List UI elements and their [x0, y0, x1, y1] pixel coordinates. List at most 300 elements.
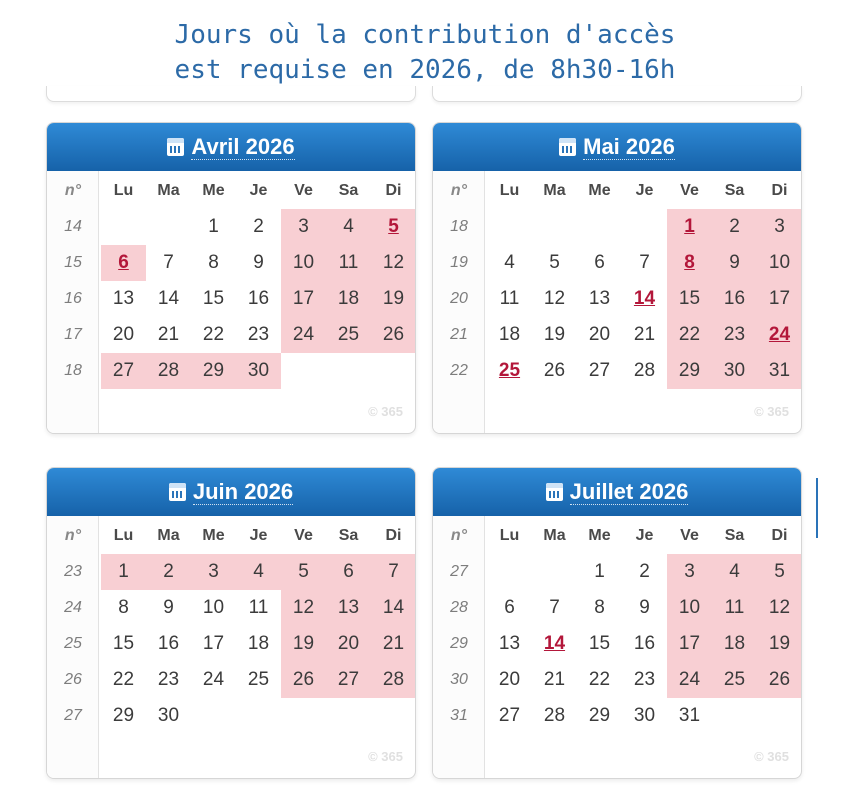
day-cell[interactable] [667, 317, 712, 353]
holiday-link[interactable]: 24 [768, 324, 791, 345]
week-number: 25 [64, 635, 82, 652]
day-number: 16 [633, 633, 656, 654]
week-number: 19 [450, 254, 468, 271]
week-number: 28 [450, 599, 468, 616]
day-number: 7 [639, 252, 650, 273]
previous-month-card-right [432, 86, 802, 102]
day-number: 9 [253, 252, 264, 273]
weekday-label: Di [385, 182, 402, 199]
day-cell[interactable] [371, 662, 416, 698]
day-cell[interactable] [577, 626, 622, 662]
weekday-label: Je [635, 527, 654, 544]
day-cell[interactable] [487, 662, 532, 698]
week-row [433, 662, 802, 698]
holiday-link[interactable]: 14 [633, 288, 656, 309]
day-cell[interactable] [532, 317, 577, 353]
week-row [47, 626, 416, 662]
day-cell[interactable] [532, 281, 577, 317]
day-number: 20 [588, 324, 611, 345]
day-number: 21 [633, 324, 656, 345]
day-number: 30 [157, 705, 180, 726]
day-number: 13 [588, 288, 611, 309]
day-number: 7 [388, 561, 399, 582]
day-cell[interactable] [191, 590, 236, 626]
day-cell[interactable] [371, 590, 416, 626]
day-number: 8 [594, 597, 605, 618]
day-cell[interactable] [236, 662, 281, 698]
previous-month-card-left [46, 86, 416, 102]
weekday-label: Di [385, 527, 402, 544]
day-cell[interactable] [667, 245, 712, 281]
day-number: 2 [639, 561, 650, 582]
day-cell[interactable] [667, 554, 712, 590]
day-number: 24 [202, 669, 225, 690]
day-cell[interactable] [487, 281, 532, 317]
day-cell[interactable] [577, 662, 622, 698]
day-number: 13 [337, 597, 360, 618]
day-cell[interactable] [371, 209, 416, 245]
day-cell[interactable] [577, 698, 622, 734]
day-number: 17 [292, 288, 315, 309]
day-cell[interactable] [146, 245, 191, 281]
day-cell[interactable] [146, 317, 191, 353]
day-cell[interactable] [236, 281, 281, 317]
weekday-label: Sa [724, 527, 745, 544]
day-cell[interactable] [712, 554, 757, 590]
day-number: 3 [684, 561, 695, 582]
day-cell[interactable] [622, 554, 667, 590]
day-cell[interactable] [326, 281, 371, 317]
day-number: 4 [729, 561, 740, 582]
day-cell[interactable] [146, 554, 191, 590]
day-cell[interactable] [622, 590, 667, 626]
day-cell[interactable] [326, 209, 371, 245]
day-number: 5 [298, 561, 309, 582]
day-cell[interactable] [326, 590, 371, 626]
day-cell[interactable] [146, 626, 191, 662]
day-number: 31 [678, 705, 701, 726]
day-cell[interactable] [622, 353, 667, 389]
weekday-label: Ma [157, 527, 180, 544]
calendar-icon [167, 138, 184, 156]
month-card [46, 122, 416, 434]
day-cell[interactable] [101, 554, 146, 590]
day-cell[interactable] [326, 554, 371, 590]
day-number: 27 [498, 705, 521, 726]
day-number: 22 [678, 324, 701, 345]
day-cell[interactable] [236, 554, 281, 590]
day-cell[interactable] [281, 281, 326, 317]
day-cell[interactable] [487, 317, 532, 353]
day-number: 21 [543, 669, 566, 690]
day-number: 22 [112, 669, 135, 690]
day-number: 22 [588, 669, 611, 690]
day-number: 9 [639, 597, 650, 618]
day-number: 1 [208, 216, 219, 237]
day-number: 12 [543, 288, 566, 309]
month-card [46, 467, 416, 779]
day-cell[interactable] [371, 626, 416, 662]
day-cell[interactable] [532, 698, 577, 734]
day-cell[interactable] [757, 353, 802, 389]
day-cell[interactable] [146, 662, 191, 698]
day-number: 10 [678, 597, 701, 618]
day-cell[interactable] [281, 626, 326, 662]
day-number: 19 [292, 633, 315, 654]
weekday-label: Sa [338, 182, 359, 199]
day-cell[interactable] [191, 554, 236, 590]
month-card [432, 122, 802, 434]
day-cell[interactable] [757, 281, 802, 317]
week-row [47, 698, 416, 734]
week-number: 21 [450, 326, 468, 343]
day-cell[interactable] [371, 317, 416, 353]
day-number: 15 [112, 633, 135, 654]
day-number: 5 [774, 561, 785, 582]
day-cell[interactable] [757, 554, 802, 590]
day-cell[interactable] [146, 281, 191, 317]
day-cell[interactable] [101, 698, 146, 734]
day-cell[interactable] [667, 590, 712, 626]
day-number: 19 [768, 633, 791, 654]
week-number-header: n° [450, 182, 468, 199]
day-number: 13 [498, 633, 521, 654]
day-cell[interactable] [712, 209, 757, 245]
title-line-2: est requise en 2026, de 8h30-16h [174, 55, 676, 85]
weekday-label: Ve [294, 182, 313, 199]
day-cell[interactable] [487, 245, 532, 281]
page-title [0, 18, 850, 88]
day-cell[interactable] [622, 662, 667, 698]
week-number: 27 [450, 563, 468, 580]
day-cell[interactable] [101, 353, 146, 389]
day-number: 23 [157, 669, 180, 690]
weekday-label: Ve [680, 182, 699, 199]
calendar-icon [546, 483, 563, 501]
day-cell[interactable] [101, 590, 146, 626]
day-cell[interactable] [326, 317, 371, 353]
day-cell[interactable] [712, 626, 757, 662]
day-cell[interactable] [577, 245, 622, 281]
day-number: 25 [247, 669, 270, 690]
month-title[interactable]: Juin 2026 [192, 478, 294, 504]
weekday-label: Sa [724, 182, 745, 199]
day-cell[interactable] [191, 353, 236, 389]
day-number: 11 [724, 597, 745, 618]
day-number: 6 [594, 252, 605, 273]
day-number: 13 [112, 288, 135, 309]
week-number: 30 [450, 671, 468, 688]
weekday-label: Ma [543, 527, 566, 544]
week-row [47, 353, 416, 389]
day-number: 30 [633, 705, 656, 726]
day-cell[interactable] [191, 209, 236, 245]
day-cell[interactable] [371, 245, 416, 281]
weekday-label: Di [771, 182, 788, 199]
day-number: 17 [768, 288, 791, 309]
week-row [433, 245, 802, 281]
day-number: 4 [504, 252, 515, 273]
weekday-label: Di [771, 527, 788, 544]
day-cell[interactable] [487, 698, 532, 734]
month-title[interactable]: Juillet 2026 [569, 478, 689, 504]
weekday-label: Lu [499, 182, 520, 199]
day-cell[interactable] [236, 626, 281, 662]
holiday-link[interactable]: 25 [498, 360, 521, 381]
day-cell[interactable] [101, 317, 146, 353]
day-number: 28 [157, 360, 180, 381]
weekday-label: Je [249, 182, 268, 199]
weekday-label: Ve [680, 527, 699, 544]
day-cell[interactable] [622, 317, 667, 353]
holiday-link[interactable]: 8 [684, 252, 695, 273]
day-number: 23 [723, 324, 746, 345]
day-cell[interactable] [622, 698, 667, 734]
day-cell[interactable] [487, 590, 532, 626]
day-number: 4 [343, 216, 354, 237]
day-cell[interactable] [487, 626, 532, 662]
watermark-logo: © 365 [754, 404, 789, 419]
day-number: 12 [768, 597, 791, 618]
day-cell[interactable] [712, 662, 757, 698]
day-cell[interactable] [667, 209, 712, 245]
week-number: 16 [64, 290, 82, 307]
day-cell[interactable] [236, 317, 281, 353]
day-cell[interactable] [712, 317, 757, 353]
day-cell[interactable] [101, 245, 146, 281]
day-number: 28 [382, 669, 405, 690]
month-header[interactable] [433, 468, 801, 516]
day-number: 28 [633, 360, 656, 381]
day-cell[interactable] [757, 317, 802, 353]
day-number: 10 [202, 597, 225, 618]
day-cell[interactable] [236, 353, 281, 389]
day-number: 12 [382, 252, 405, 273]
day-cell[interactable] [757, 662, 802, 698]
day-number: 20 [498, 669, 521, 690]
day-cell[interactable] [146, 590, 191, 626]
day-cell[interactable] [281, 245, 326, 281]
day-number: 7 [163, 252, 174, 273]
day-cell[interactable] [281, 209, 326, 245]
day-number: 18 [337, 288, 360, 309]
day-cell[interactable] [371, 554, 416, 590]
day-cell[interactable] [281, 590, 326, 626]
month-title[interactable]: Mai 2026 [583, 133, 675, 159]
day-cell[interactable] [191, 626, 236, 662]
day-number: 5 [549, 252, 560, 273]
day-cell[interactable] [667, 698, 712, 734]
day-cell[interactable] [757, 590, 802, 626]
day-cell[interactable] [191, 662, 236, 698]
day-cell[interactable] [236, 245, 281, 281]
holiday-link[interactable]: 1 [684, 216, 695, 237]
day-cell[interactable] [712, 281, 757, 317]
day-number: 9 [163, 597, 174, 618]
day-number: 29 [202, 360, 225, 381]
week-row [433, 209, 802, 245]
day-number: 24 [678, 669, 701, 690]
day-cell[interactable] [667, 281, 712, 317]
week-number-header: n° [64, 182, 82, 199]
day-cell[interactable] [667, 353, 712, 389]
day-number: 11 [338, 252, 359, 273]
day-number: 1 [118, 561, 129, 582]
week-row [433, 590, 802, 626]
week-row [47, 554, 416, 590]
day-number: 21 [157, 324, 180, 345]
day-number: 3 [298, 216, 309, 237]
month-header[interactable] [433, 123, 801, 171]
day-cell[interactable] [191, 245, 236, 281]
watermark-logo: © 365 [368, 404, 403, 419]
day-number: 6 [343, 561, 354, 582]
week-row [47, 281, 416, 317]
week-row [47, 662, 416, 698]
day-cell[interactable] [326, 626, 371, 662]
day-cell[interactable] [101, 281, 146, 317]
weekday-header-row [47, 173, 416, 209]
day-number: 24 [292, 324, 315, 345]
week-number: 22 [450, 362, 468, 379]
week-number: 24 [64, 599, 82, 616]
week-number: 17 [64, 326, 82, 343]
day-number: 26 [382, 324, 405, 345]
day-number: 11 [248, 597, 269, 618]
day-number: 31 [768, 360, 791, 381]
day-cell[interactable] [191, 317, 236, 353]
day-cell[interactable] [667, 662, 712, 698]
day-number: 26 [768, 669, 791, 690]
day-cell[interactable] [532, 245, 577, 281]
day-number: 2 [253, 216, 264, 237]
week-number-header: n° [450, 527, 468, 544]
day-number: 17 [678, 633, 701, 654]
week-row [433, 317, 802, 353]
day-number: 27 [112, 360, 135, 381]
day-number: 4 [253, 561, 264, 582]
week-number: 14 [64, 218, 82, 235]
day-number: 16 [247, 288, 270, 309]
holiday-link[interactable]: 14 [543, 633, 566, 654]
weekday-label: Me [588, 527, 611, 544]
day-cell[interactable] [757, 626, 802, 662]
next-month-card-edge [816, 478, 818, 538]
day-number: 19 [543, 324, 566, 345]
week-number: 27 [64, 707, 82, 724]
day-cell[interactable] [712, 353, 757, 389]
day-cell[interactable] [281, 317, 326, 353]
day-cell[interactable] [532, 353, 577, 389]
day-number: 20 [112, 324, 135, 345]
day-number: 29 [678, 360, 701, 381]
day-number: 27 [588, 360, 611, 381]
week-row [433, 353, 802, 389]
calendar-icon [559, 138, 576, 156]
day-cell[interactable] [487, 353, 532, 389]
weekday-label: Ma [543, 182, 566, 199]
day-number: 14 [382, 597, 405, 618]
day-cell[interactable] [532, 662, 577, 698]
weekday-label: Lu [499, 527, 520, 544]
day-cell[interactable] [532, 626, 577, 662]
weekday-label: Me [202, 527, 225, 544]
day-number: 26 [543, 360, 566, 381]
day-number: 3 [774, 216, 785, 237]
day-cell[interactable] [577, 281, 622, 317]
month-title[interactable]: Avril 2026 [191, 133, 295, 159]
day-cell[interactable] [281, 554, 326, 590]
day-cell[interactable] [532, 590, 577, 626]
day-cell[interactable] [146, 698, 191, 734]
day-number: 14 [157, 288, 180, 309]
day-cell[interactable] [146, 353, 191, 389]
week-row [433, 281, 802, 317]
day-cell[interactable] [326, 245, 371, 281]
day-number: 6 [504, 597, 515, 618]
day-number: 2 [163, 561, 174, 582]
month-header[interactable] [47, 123, 415, 171]
day-number: 25 [723, 669, 746, 690]
holiday-link[interactable]: 6 [118, 252, 129, 273]
day-cell[interactable] [577, 590, 622, 626]
month-header[interactable] [47, 468, 415, 516]
day-number: 1 [594, 561, 605, 582]
weekday-label: Ve [294, 527, 313, 544]
day-number: 17 [202, 633, 225, 654]
day-cell[interactable] [236, 590, 281, 626]
day-cell[interactable] [622, 281, 667, 317]
week-row [47, 209, 416, 245]
day-number: 16 [157, 633, 180, 654]
day-number: 16 [723, 288, 746, 309]
day-cell[interactable] [622, 245, 667, 281]
day-cell[interactable] [101, 662, 146, 698]
day-number: 25 [337, 324, 360, 345]
day-number: 18 [247, 633, 270, 654]
day-cell[interactable] [326, 662, 371, 698]
day-cell[interactable] [667, 626, 712, 662]
holiday-link[interactable]: 5 [388, 216, 399, 237]
day-cell[interactable] [236, 209, 281, 245]
weekday-label: Lu [113, 527, 134, 544]
day-cell[interactable] [577, 317, 622, 353]
watermark-logo: © 365 [754, 749, 789, 764]
day-number: 9 [729, 252, 740, 273]
weekday-label: Me [202, 182, 225, 199]
weekday-label: Je [635, 182, 654, 199]
day-cell[interactable] [191, 281, 236, 317]
day-number: 11 [499, 288, 520, 309]
week-row [433, 626, 802, 662]
day-cell[interactable] [712, 590, 757, 626]
day-cell[interactable] [757, 245, 802, 281]
day-cell[interactable] [622, 626, 667, 662]
day-cell[interactable] [101, 626, 146, 662]
day-cell[interactable] [577, 353, 622, 389]
day-cell[interactable] [577, 554, 622, 590]
day-cell[interactable] [757, 209, 802, 245]
day-cell[interactable] [712, 245, 757, 281]
week-number: 26 [64, 671, 82, 688]
day-cell[interactable] [371, 281, 416, 317]
day-number: 2 [729, 216, 740, 237]
day-number: 12 [292, 597, 315, 618]
weekday-header-row [433, 518, 802, 554]
week-row [433, 698, 802, 734]
day-number: 18 [498, 324, 521, 345]
day-cell[interactable] [281, 662, 326, 698]
